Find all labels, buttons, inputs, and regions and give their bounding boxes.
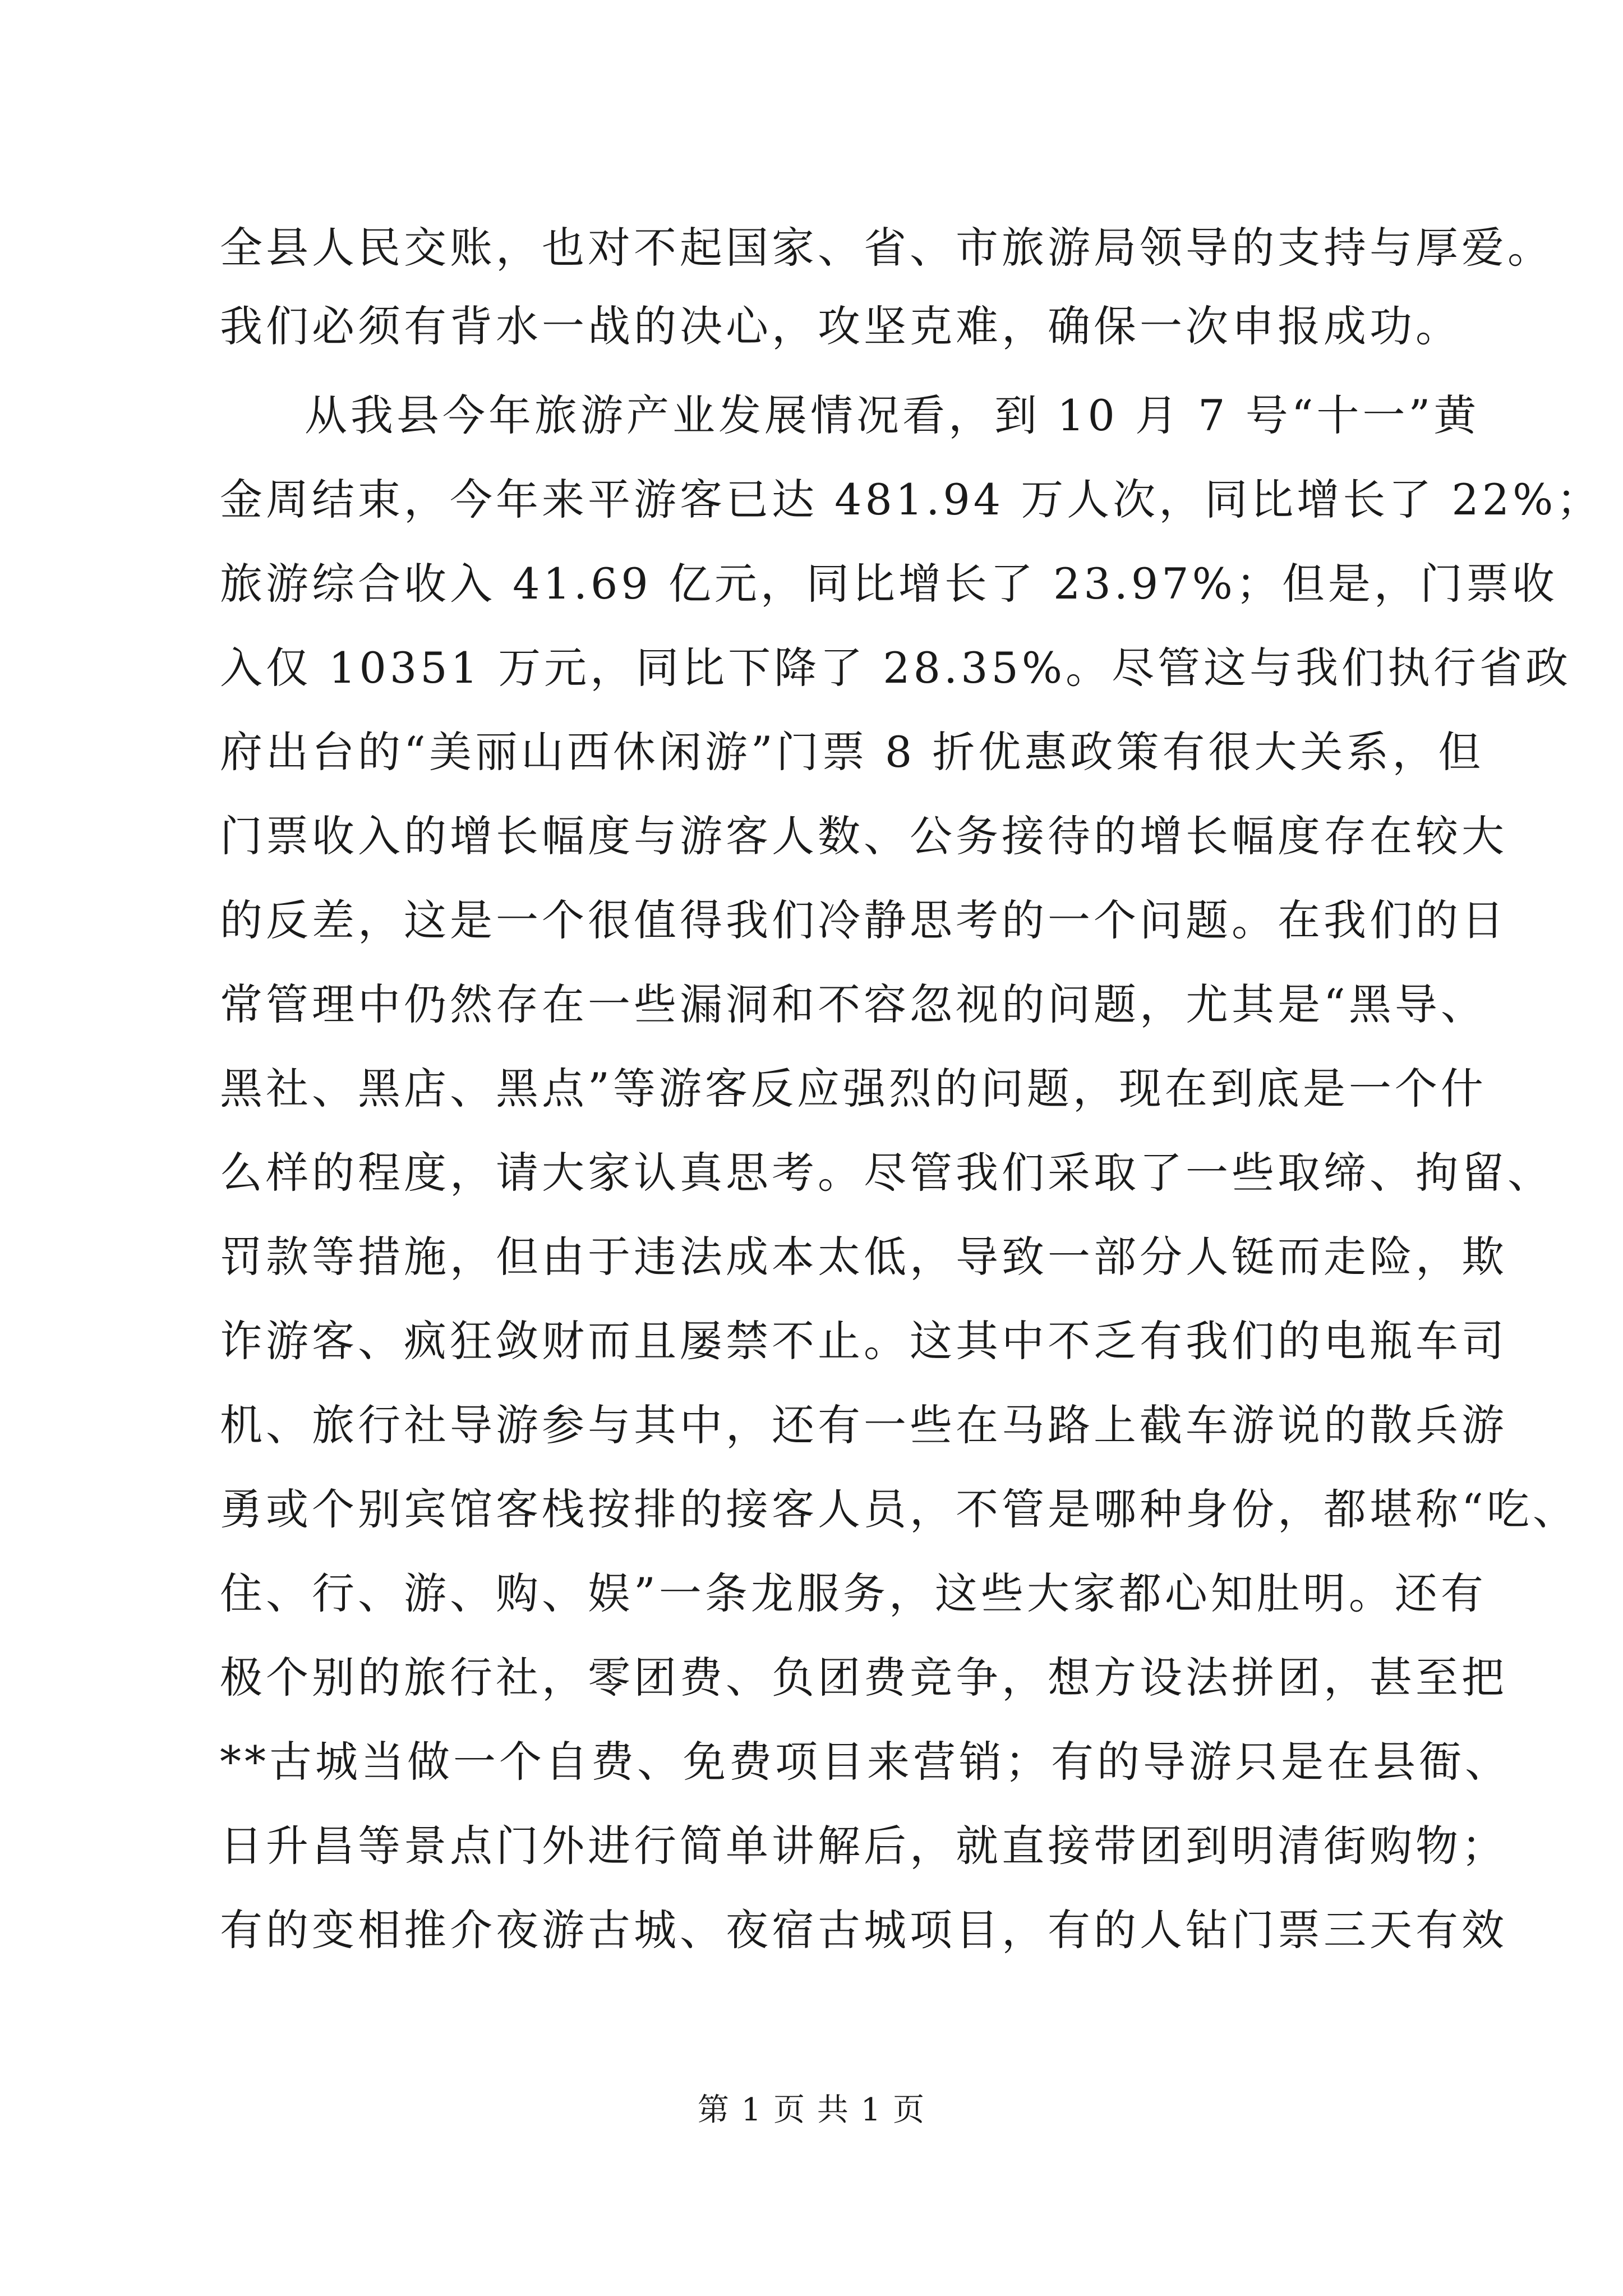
body-line-10: 常管理中仍然存在一些漏洞和不容忽视的问题，尤其是“黑导、 [220, 979, 1487, 1029]
page-number-footer: 第 1 页 共 1 页 [697, 2092, 926, 2128]
body-line-16: 勇或个别宾馆客栈按排的接客人员，不管是哪种身份，都堪称“吃、 [220, 1484, 1579, 1534]
body-line-17: 住、行、游、购、娱”一条龙服务，这些大家都心知肚明。还有 [220, 1568, 1487, 1618]
body-line-11: 黑社、黑店、黑点”等游客反应强烈的问题，现在到底是一个什 [220, 1064, 1487, 1114]
paragraph-first-line: 从我县今年旅游产业发展情况看，到 10 月 7 号“十一”黄 [305, 390, 1480, 440]
body-line-19: **古城当做一个自费、免费项目来营销；有的导游只是在县衙、 [220, 1737, 1511, 1787]
body-line-12: 么样的程度，请大家认真思考。尽管我们采取了一些取缔、拘留、 [220, 1148, 1553, 1198]
body-line-15: 机、旅行社导游参与其中，还有一些在马路上截车游说的散兵游 [220, 1400, 1507, 1450]
body-line-5: 旅游综合收入 41.69 亿元，同比增长了 23.97%；但是，门票收 [220, 559, 1558, 609]
body-line-9: 的反差，这是一个很值得我们冷静思考的一个问题。在我们的日 [220, 895, 1507, 945]
body-line-8: 门票收入的增长幅度与游客人数、公务接待的增长幅度存在较大 [220, 811, 1507, 861]
body-line-4: 金周结束，今年来平游客已达 481.94 万人次，同比增长了 22%； [220, 475, 1603, 524]
body-line-2: 我们必须有背水一战的决心，攻坚克难，确保一次申报成功。 [220, 301, 1461, 351]
body-line-13: 罚款等措施，但由于违法成本太低，导致一部分人铤而走险，欺 [220, 1232, 1507, 1282]
body-line-21: 有的变相推介夜游古城、夜宿古城项目，有的人钻门票三天有效 [220, 1905, 1507, 1955]
body-line-14: 诈游客、疯狂敛财而且屡禁不止。这其中不乏有我们的电瓶车司 [220, 1316, 1507, 1366]
body-line-1: 全县人民交账，也对不起国家、省、市旅游局领导的支持与厚爱。 [220, 223, 1553, 273]
body-line-20: 日升昌等景点门外进行简单讲解后，就直接带团到明清街购物； [220, 1821, 1507, 1871]
body-line-6: 入仅 10351 万元，同比下降了 28.35%。尽管这与我们执行省政 [220, 643, 1572, 693]
body-line-18: 极个别的旅行社，零团费、负团费竞争，想方设法拼团，甚至把 [220, 1653, 1507, 1703]
body-line-7: 府出台的“美丽山西休闲游”门票 8 折优惠政策有很大关系，但 [220, 727, 1484, 777]
